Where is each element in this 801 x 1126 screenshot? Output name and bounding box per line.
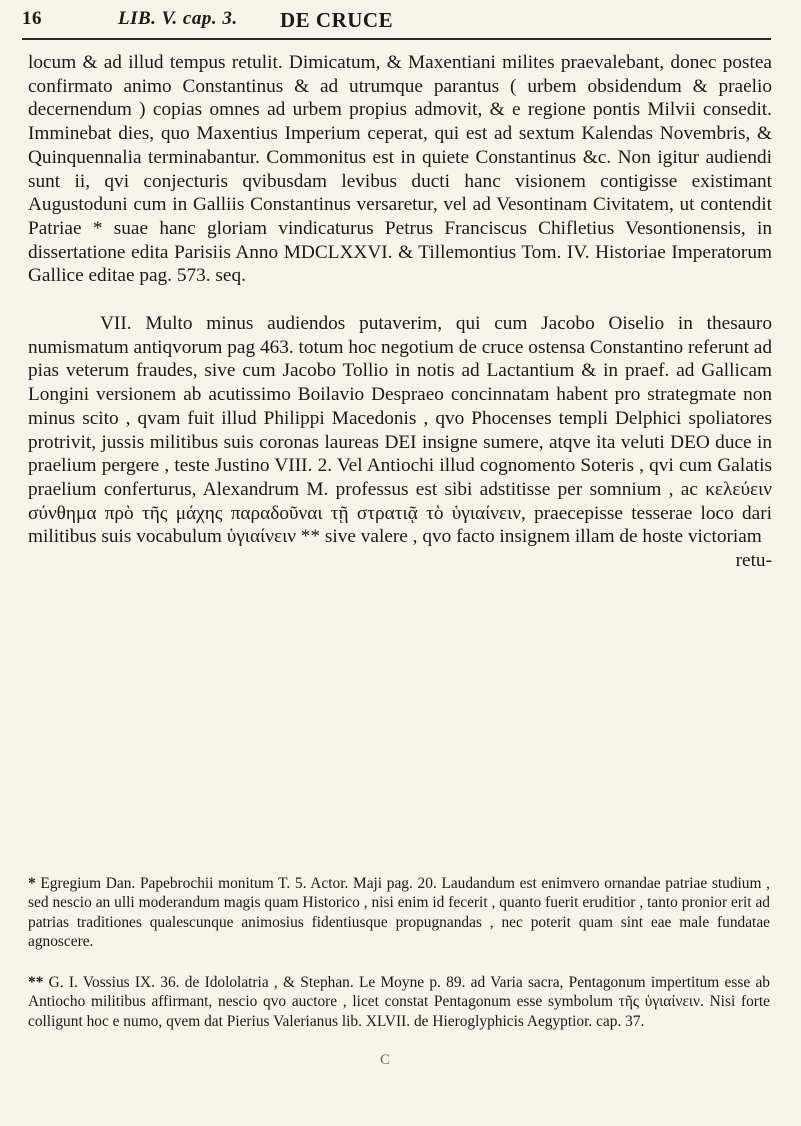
footnote-1-mark: *	[28, 875, 36, 892]
header-rule	[22, 38, 771, 40]
catchword: retu-	[735, 550, 772, 572]
page-number: 16	[22, 8, 42, 29]
section-vii: VII. Multo minus audiendos putaverim, qui cum Jacobo Oiselio in thesauro numismatum antiqvorum pag 463. totum hoc negotium de cruce ostensa Constantino referunt ad pias veterum fraudes, sive cum Jacobo Tollio in notis ad Lactantium & in praef. ad Gallicam Longini versionem ab acutissimo Boilavio Despraeo concinnatam habent pro strategmate non minus scito , qvam fuit illud Philippi Macedonis , qvo Phocenses templi Delphici spoliatores protrivit, jussis militibus suis coronas laureas DEI insigne sumere, atqve ita veluti DEO duce in praelium pergere , teste Justino VIII. 2. Vel Antiochi illud cognomento Soteris , qvi cum Galatis praelium conferturus, Alexandrum M. professus est sibi adstitisse per somnium , ac κελεύειν σύνθημα πρὸ τῆς μάχης παραδοῦναι τῇ στρατιᾷ τὸ ὑγιαίνειν, praecepisse tesserae loco dari militibus suis vocabulum ὑγιαίνειν ** sive valere , qvo facto insignem illam de hoste victoriam	[28, 313, 772, 548]
footnote-2	[28, 973, 770, 1031]
footnote-1	[28, 874, 770, 952]
chapter-reference: LIB. V. cap. 3.	[118, 8, 238, 29]
signature-mark: C	[380, 1052, 391, 1068]
paragraph-continuation: locum & ad illud tempus retulit. Dimicatum, & Maxentiani milites praevalebant, donec postea confirmato animo Constantinus & ad utrumque parantus ( urbem obsidendum & praelio decernendum ) copias omnes ad urbem propius admovit, & e regione pontis Milvii consedit. Imminebat dies, quo Maxentius Imperium ceperat, qui est ad sextum Kalendas Novembris, & Quinquennalia terminabantur. Commonitus est in quiete Constantinus &c. Non igitur audiendi sunt ii, qvi conjecturis qvibusdam levibus ducti hanc visionem contigisse existimant Augustoduni cum in Galliis Constantinus versaretur, vel ad Vesontinam Civitatem, ut contendit Patriae * suae hanc gloriam vindicaturus Petrus Franciscus Chifletius Vesontionensis, in dissertatione edita Parisiis Anno MDCLXXVI. & Tillemontius Tom. IV. Historiae Imperatorum Gallice editae pag. 573. seq.	[28, 52, 772, 287]
running-title: DE CRUCE	[280, 8, 394, 32]
footnote-1-text: Egregium Dan. Papebrochii monitum T. 5. Actor. Maji pag. 20. Laudandum est enimvero ornandae patriae studium , sed nescio an ulli moderandum magis quam Historico , nisi enim id fecerit , quanto fuerit eruditior , tanto pronior erit ad patrias traditiones qualescunque animosius fidentiusque propugnandas , nec poterit quam sint eae male fundatae agnoscere.	[28, 875, 770, 951]
page-header	[22, 8, 771, 38]
main-text	[28, 51, 772, 573]
footnote-2-text: G. I. Vossius IX. 36. de Idololatria , & Stephan. Le Moyne p. 89. ad Varia sacra, Pentagonum impertitum esse ab Antiocho militibus affirmant, nescio qvo auctore , licet constat Pentagonum esse symbolum τῆς ὑγιαίνειν. Nisi forte colligunt hoc e numo, qvem dat Pierius Valerianus lib. XLVII. de Hieroglyphicis Aegyptior. cap. 37.	[28, 974, 770, 1030]
footnote-2-mark: **	[28, 974, 44, 991]
